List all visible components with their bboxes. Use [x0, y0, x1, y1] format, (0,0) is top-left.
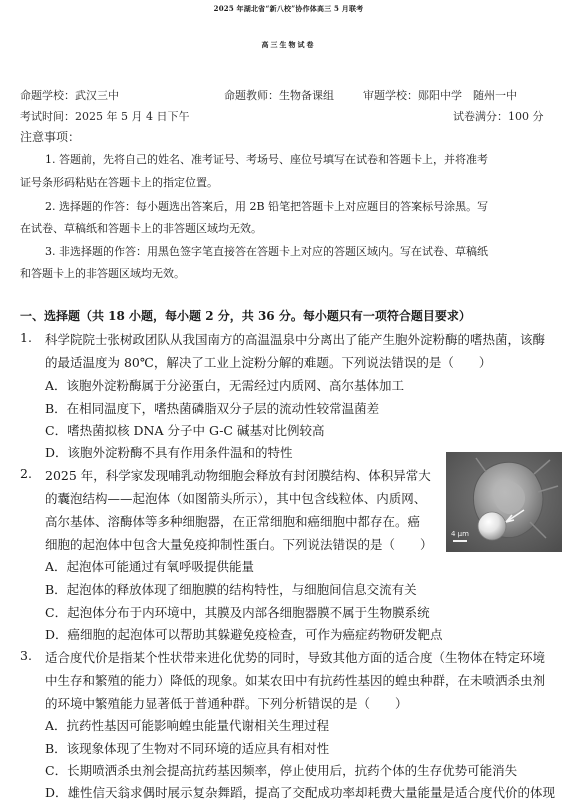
- notice-line: 1. 答题前，先将自己的姓名、准考证号、考场号、座位号填写在试卷和答题卡上，并将准考: [45, 153, 488, 166]
- question-text: 科学院院士张树政团队从我国南方的高温温泉中分离出了能产生胞外淀粉酶的嗜热菌，该酶: [45, 332, 546, 347]
- option-a: A．抗药性基因可能影响蝗虫能量代谢相关生理过程: [45, 718, 330, 733]
- option-a: A．该胞外淀粉酶属于分泌蛋白，无需经过内质网、高尔基体加工: [45, 378, 405, 393]
- question-text: 2025 年，科学家发现哺乳动物细胞会释放有封闭膜结构、体积异常大: [45, 468, 431, 483]
- question-text: 适合度代价是指某个性状带来进化优势的同时，导致其他方面的适合度（生物体在特定环境: [45, 650, 546, 665]
- notice-line: 证号条形码粘贴在答题卡上的指定位置。: [20, 176, 218, 189]
- option-d: D．雄性信天翁求偶时展示复杂舞蹈，提高了交配成功率却耗费大量能量是适合度代价的体现: [45, 785, 556, 800]
- exam-title: 2025 年湖北省“新八校”协作体高三 5 月联考: [213, 4, 364, 13]
- question-text: 高尔基体、溶酶体等多种细胞器，在正常细胞和癌细胞中都存在。癌: [45, 514, 421, 529]
- question-text: 中生存和繁殖的能力）降低的现象。如某农田中有抗药性基因的蝗虫种群，在未喷洒杀虫剂: [45, 673, 546, 688]
- question-text: 的囊泡结构——起泡体（如图箭头所示），其中包含线粒体、内质网、: [45, 491, 427, 506]
- notice-line: 3. 非选择题的作答：用黑色签字笔直接答在答题卡上对应的答题区域内。写在试卷、草稿纸: [45, 245, 488, 258]
- full-score: 试卷满分：100 分: [453, 110, 544, 123]
- section-title: 一、选择题（共 18 小题，每小题 2 分，共 36 分。每小题只有一项符合题目要求）: [20, 309, 471, 323]
- question-text: 的最适温度为 80℃，解决了工业上淀粉分解的难题。下列说法错误的是（ ）: [45, 355, 492, 370]
- question-number: 3.: [20, 648, 32, 663]
- scale-bar: [453, 540, 467, 542]
- micrograph-image: [446, 452, 562, 552]
- question-text: 细胞的起泡体中包含大量免疫抑制性蛋白。下列说法错误的是（ ）: [45, 537, 433, 552]
- notice-title: 注意事项：: [20, 130, 81, 144]
- notice-line: 在试卷、草稿纸和答题卡上的非答题区域均无效。: [20, 222, 262, 235]
- reviewer-schools: 审题学校：郧阳中学 随州一中: [363, 89, 517, 102]
- notice-line: 和答题卡上的非答题区域均无效。: [20, 267, 185, 280]
- question-text: 的环境中繁殖能力显著低于普通种群。下列分析错误的是（ ）: [45, 696, 408, 711]
- option-d: D．癌细胞的起泡体可以帮助其躲避免疫检查，可作为癌症药物研发靶点: [45, 627, 443, 642]
- subject-title: 高三生物试卷: [261, 40, 316, 49]
- option-b: B．在相同温度下，嗜热菌磷脂双分子层的流动性较常温菌差: [45, 401, 380, 416]
- scale-label: 4 μm: [451, 530, 469, 538]
- option-d: D．该胞外淀粉酶不具有作用条件温和的特性: [45, 445, 293, 460]
- option-b: B．该现象体现了生物对不同环境的适应具有相对性: [45, 741, 330, 756]
- exam-time: 考试时间：2025 年 5 月 4 日下午: [20, 110, 190, 123]
- option-c: C．起泡体分布于内环境中，其膜及内部各细胞器膜不属于生物膜系统: [45, 605, 430, 620]
- setter-teacher: 命题教师：生物备课组: [224, 89, 334, 102]
- option-a: A．起泡体可能通过有氧呼吸提供能量: [45, 559, 255, 574]
- question-number: 2.: [20, 466, 32, 481]
- notice-line: 2. 选择题的作答：每小题选出答案后，用 2B 铅笔把答题卡上对应题目的答案标号涂黑。写: [45, 200, 489, 213]
- option-b: B．起泡体的释放体现了细胞膜的结构特性，与细胞间信息交流有关: [45, 582, 417, 597]
- setter-school: 命题学校：武汉三中: [20, 89, 119, 102]
- option-c: C．嗜热菌拟核 DNA 分子中 G-C 碱基对比例较高: [45, 423, 325, 438]
- question-number: 1.: [20, 330, 32, 345]
- option-c: C．长期喷洒杀虫剂会提高抗药基因频率，停止使用后，抗药个体的生存优势可能消失: [45, 763, 518, 778]
